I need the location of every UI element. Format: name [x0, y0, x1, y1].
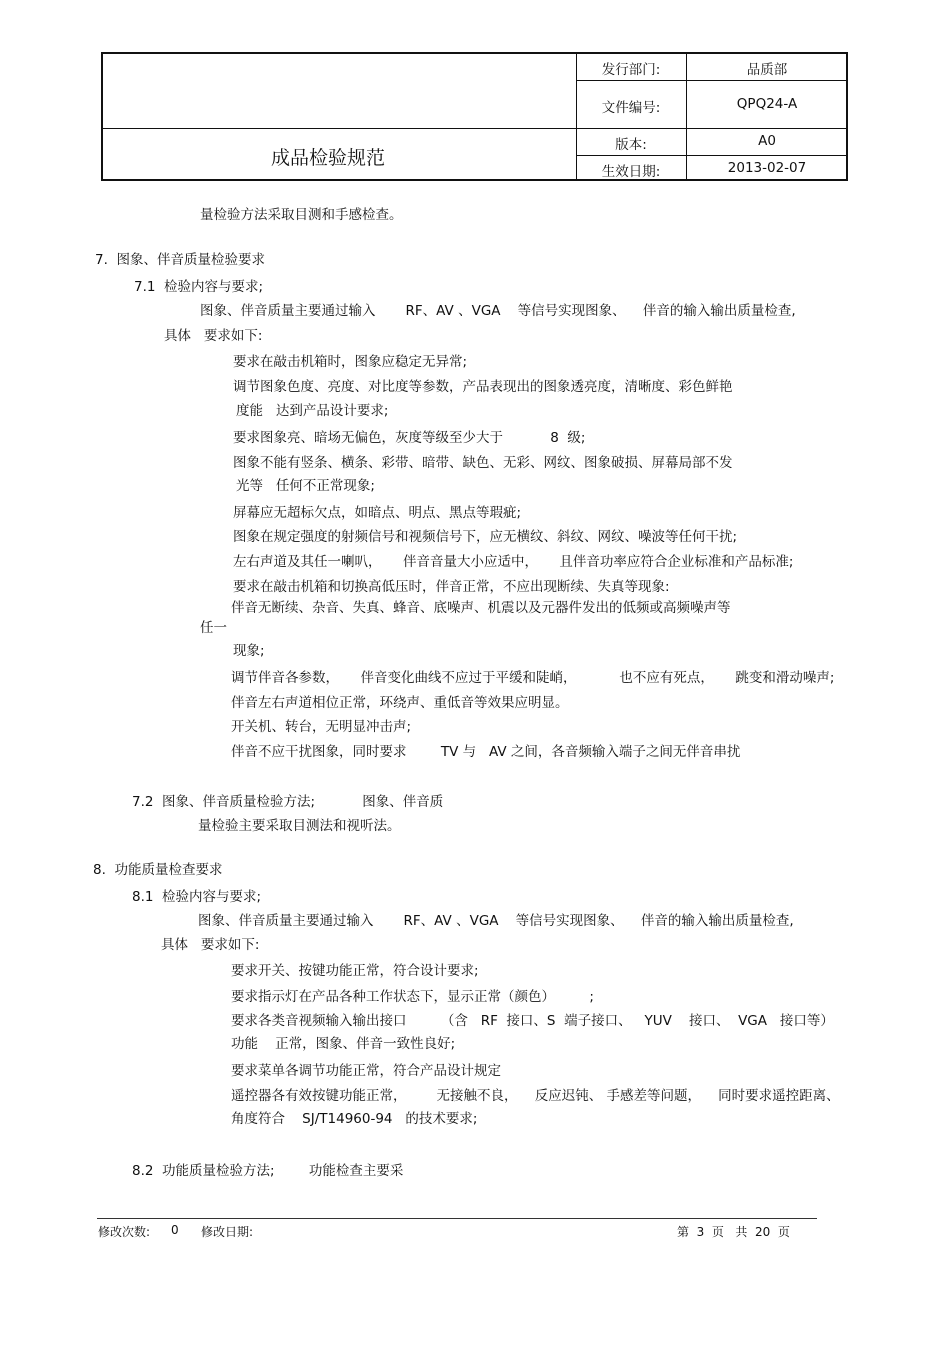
body-line: 现象; — [233, 643, 265, 659]
body-line: 图象、伴音质量主要通过输入 RF、AV 、VGA 等信号实现图象、 伴音的输入输出质量检查, — [200, 303, 796, 319]
document-title: 成品检验规范 — [271, 147, 386, 169]
body-line: 要求图象亮、暗场无偏色，灰度等级至少大于 8 级; — [233, 430, 586, 446]
body-line: 伴音左右声道相位正常，环绕声、重低音等效果应明显。 — [231, 695, 569, 711]
body-line: 具体 要求如下: — [164, 328, 263, 344]
version-label: 版本: — [615, 137, 647, 153]
body-line: 伴音不应干扰图象，同时要求 TV 与 AV 之间，各音频输入端子之间无伴音串扰 — [231, 744, 741, 760]
section-heading-7: 7. 图象、伴音质量检验要求 — [95, 252, 265, 268]
body-line: 要求在敲击机箱和切换高低压时，伴音正常，不应出现断续、失真等现象: — [233, 579, 670, 595]
body-line: 量检验主要采取目测法和视听法。 — [198, 818, 401, 834]
version-value: A0 — [758, 133, 776, 149]
revision-count-label: 修改次数: — [98, 1225, 151, 1239]
revision-count-value: 0 — [171, 1223, 179, 1237]
footer-rule — [97, 1218, 817, 1219]
body-line: 光等 任何不正常现象; — [236, 478, 375, 494]
header-table — [101, 52, 848, 181]
subsection-heading-8-2: 8.2 功能质量检验方法; 功能检查主要采 — [132, 1163, 404, 1179]
body-line: 图象不能有竖条、横条、彩带、暗带、缺色、无彩、网纹、图象破损、屏幕局部不发 — [233, 455, 733, 471]
body-line: 图象在规定强度的射频信号和视频信号下，应无横纹、斜纹、网纹、噪波等任何干扰; — [233, 529, 738, 545]
body-line: 要求在敲击机箱时，图象应稳定无异常; — [233, 354, 468, 370]
subsection-heading-8-1: 8.1 检验内容与要求; — [132, 889, 262, 905]
doc-number-value: QPQ24-A — [736, 96, 798, 112]
section-heading-8: 8. 功能质量检查要求 — [93, 862, 223, 878]
body-line: 功能 正常，图象、伴音一致性良好; — [231, 1036, 456, 1052]
body-line: 图象、伴音质量主要通过输入 RF、AV 、VGA 等信号实现图象、 伴音的输入输出质量检查, — [198, 913, 794, 929]
body-line: 伴音无断续、杂音、失真、蜂音、底噪声、机震以及元器件发出的低频或高频噪声等 — [231, 600, 731, 616]
body-line: 屏幕应无超标欠点，如暗点、明点、黑点等瑕疵; — [233, 505, 522, 521]
body-line: 调节伴音各参数， 伴音变化曲线不应过于平缓和陡峭， 也不应有死点， 跳变和滑动噪声; — [231, 670, 835, 686]
body-line: 要求菜单各调节功能正常，符合产品设计规定 — [231, 1063, 501, 1079]
header-rule — [103, 128, 846, 129]
body-line: 任一 — [200, 620, 227, 636]
effective-date-label: 生效日期: — [601, 164, 661, 180]
body-line: 开关机、转台，无明显冲击声; — [231, 719, 412, 735]
subsection-heading-7-2: 7.2 图象、伴音质量检验方法; 图象、伴音质 — [132, 794, 444, 810]
effective-date-value: 2013-02-07 — [727, 160, 807, 176]
revision-date-label: 修改日期: — [201, 1225, 254, 1239]
issuing-dept-label: 发行部门: — [601, 62, 661, 78]
subsection-heading-7-1: 7.1 检验内容与要求; — [134, 279, 264, 295]
body-line: 调节图象色度、亮度、对比度等参数，产品表现出的图象透亮度，清晰度、彩色鲜艳 — [233, 379, 733, 395]
body-line: 要求开关、按键功能正常，符合设计要求; — [231, 963, 479, 979]
body-line: 量检验方法采取目测和手感检查。 — [200, 207, 403, 223]
issuing-dept-value: 品质部 — [746, 62, 788, 78]
body-line: 具体 要求如下: — [161, 937, 260, 953]
body-line: 要求指示灯在产品各种工作状态下，显示正常（颜色） ; — [231, 989, 594, 1005]
header-rule — [576, 155, 846, 156]
header-rule — [576, 80, 846, 81]
body-line: 要求各类音视频输入输出接口 （含 RF 接口、S 端子接口、 YUV 接口、 VGA 接口等） — [231, 1013, 834, 1029]
body-line: 度能 达到产品设计要求; — [236, 403, 389, 419]
body-line: 左右声道及其任一喇叭， 伴音音量大小应适中， 且伴音功率应符合企业标准和产品标准; — [233, 554, 794, 570]
body-line: 遥控器各有效按键功能正常， 无接触不良， 反应迟钝、 手感差等问题， 同时要求遥控距离、 — [231, 1088, 840, 1104]
doc-number-label: 文件编号: — [601, 100, 661, 116]
page-number: 第 3 页 共 20 页 — [677, 1225, 790, 1239]
body-line: 角度符合 SJ/T14960-94 的技术要求; — [231, 1111, 478, 1127]
